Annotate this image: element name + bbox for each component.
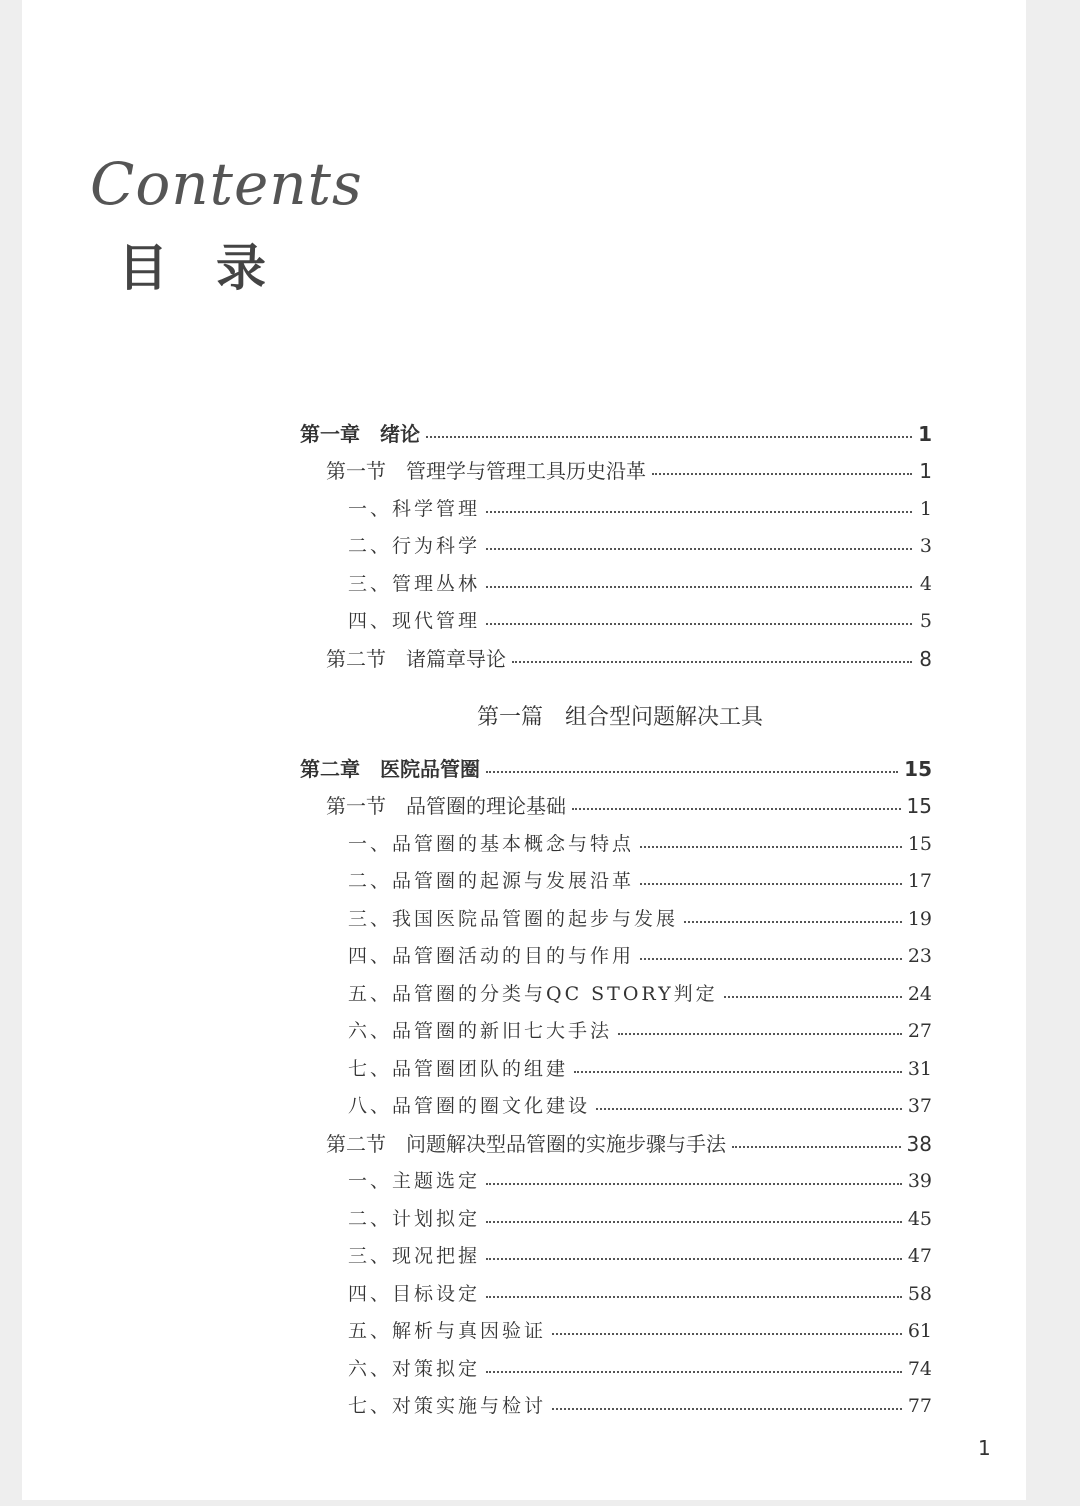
toc-entry-page: 74	[907, 1358, 932, 1380]
dot-leader	[486, 1183, 902, 1185]
toc-entry-title: 七、对策实施与检讨	[348, 1395, 547, 1417]
toc-entry-title: 第一章 绪论	[300, 422, 420, 446]
toc-entry-title: 五、品管圈的分类与QC STORY判定	[348, 983, 718, 1005]
dot-leader	[552, 1408, 902, 1410]
toc-entry-page: 3	[919, 535, 932, 557]
toc-entry[interactable]	[326, 787, 932, 825]
dot-leader	[512, 661, 912, 663]
dot-leader	[486, 548, 912, 550]
toc-entry-page: 45	[907, 1208, 932, 1230]
dot-leader	[652, 473, 912, 475]
toc-entry-page: 39	[907, 1170, 932, 1192]
toc-entry-title: 四、现代管理	[348, 610, 481, 632]
toc-entry[interactable]	[348, 1200, 932, 1238]
toc-entry-title: 四、品管圈活动的目的与作用	[348, 945, 635, 967]
toc-entry-page: 23	[907, 945, 932, 967]
toc-entry-page: 1	[918, 422, 932, 446]
toc-entry-title: 三、管理丛林	[348, 573, 481, 595]
dot-leader	[486, 771, 898, 773]
toc-entry-page: 27	[907, 1020, 932, 1042]
toc-entry[interactable]	[348, 527, 932, 565]
toc-entry[interactable]	[348, 1162, 932, 1200]
dot-leader	[486, 623, 912, 625]
dot-leader	[486, 1371, 902, 1373]
toc-entry-title: 八、品管圈的圈文化建设	[348, 1095, 591, 1117]
toc-entry[interactable]	[348, 1312, 932, 1350]
toc-entry-page: 15	[907, 833, 932, 855]
toc-entry-page: 24	[907, 983, 932, 1005]
toc-entry[interactable]	[348, 937, 932, 975]
toc-entry-page: 17	[907, 870, 932, 892]
toc-entry-title: 第二章 医院品管圈	[300, 757, 480, 781]
dot-leader	[574, 1071, 902, 1073]
toc-entry-title: 第一节 管理学与管理工具历史沿革	[326, 459, 646, 483]
mulu-heading: 目录	[118, 239, 314, 297]
toc-entry-title: 六、对策拟定	[348, 1358, 481, 1380]
dot-leader	[426, 436, 912, 438]
toc-entry[interactable]	[348, 900, 932, 938]
dot-leader	[596, 1108, 902, 1110]
dot-leader	[640, 883, 902, 885]
toc-entry[interactable]	[300, 415, 932, 453]
toc-entry-title: 一、主题选定	[348, 1170, 481, 1192]
toc-entry-title: 五、解析与真因验证	[348, 1320, 547, 1342]
toc-entry-page: 31	[907, 1058, 932, 1080]
toc-entry-title: 第二节 诸篇章导论	[326, 647, 506, 671]
toc-entry-title: 二、行为科学	[348, 535, 481, 557]
dot-leader	[640, 958, 902, 960]
dot-leader	[618, 1033, 902, 1035]
toc-entry[interactable]	[348, 1350, 932, 1388]
toc-entry[interactable]	[348, 825, 932, 863]
toc-entry[interactable]	[348, 975, 932, 1013]
toc-entry-title: 七、品管圈团队的组建	[348, 1058, 569, 1080]
toc-entry-title: 二、品管圈的起源与发展沿革	[348, 870, 635, 892]
toc-entry[interactable]	[348, 862, 932, 900]
toc-entry[interactable]	[348, 1087, 932, 1125]
dot-leader	[684, 921, 902, 923]
toc-entry-title: 四、目标设定	[348, 1283, 481, 1305]
toc-entry-title: 一、科学管理	[348, 498, 481, 520]
dot-leader	[486, 1296, 902, 1298]
toc-entry-page: 8	[919, 647, 932, 671]
toc-entry-title: 第二节 问题解决型品管圈的实施步骤与手法	[326, 1132, 726, 1156]
toc-entry-title: 二、计划拟定	[348, 1208, 481, 1230]
toc-entry-page: 37	[907, 1095, 932, 1117]
dot-leader	[486, 1258, 902, 1260]
toc-entry-title: 一、品管圈的基本概念与特点	[348, 833, 635, 855]
dot-leader	[552, 1333, 902, 1335]
toc-entry-title: 六、品管圈的新旧七大手法	[348, 1020, 613, 1042]
part-title: 第一篇 组合型问题解决工具	[476, 705, 763, 730]
toc-entry[interactable]	[348, 1275, 932, 1313]
dot-leader	[724, 996, 902, 998]
toc-entry-page: 47	[907, 1245, 932, 1267]
dot-leader	[640, 846, 902, 848]
toc-entry-page: 58	[907, 1283, 932, 1305]
toc-entry-title: 三、现况把握	[348, 1245, 481, 1267]
toc-entry-page: 1	[919, 459, 932, 483]
toc-entry-page: 1	[919, 498, 932, 520]
toc-entry-title: 三、我国医院品管圈的起步与发展	[348, 908, 679, 930]
toc-entry-page: 77	[907, 1395, 932, 1417]
toc-entry[interactable]	[348, 490, 932, 528]
toc-entry-page: 4	[919, 573, 932, 595]
toc-entry[interactable]	[348, 1012, 932, 1050]
dot-leader	[486, 1221, 902, 1223]
dot-leader	[486, 511, 912, 513]
toc-entry[interactable]	[326, 640, 932, 678]
page-number: 1	[978, 1436, 991, 1460]
dot-leader	[486, 586, 912, 588]
toc-entry[interactable]	[326, 1125, 932, 1163]
toc-entry[interactable]	[348, 1387, 932, 1425]
toc-entry[interactable]	[348, 602, 932, 640]
toc-entry-page: 15	[906, 794, 932, 818]
toc-entry-page: 61	[907, 1320, 932, 1342]
toc-entry[interactable]	[348, 1050, 932, 1088]
toc-entry[interactable]	[348, 565, 932, 603]
contents-heading: Contents	[90, 150, 363, 218]
toc-entry[interactable]	[348, 1237, 932, 1275]
toc-entry-page: 15	[904, 757, 932, 781]
toc-entry-page: 5	[919, 610, 932, 632]
toc-entry[interactable]	[300, 750, 932, 788]
dot-leader	[572, 808, 901, 810]
toc-entry-title: 第一节 品管圈的理论基础	[326, 794, 566, 818]
toc-entry-page: 38	[906, 1132, 932, 1156]
toc-entry[interactable]	[326, 452, 932, 490]
toc-entry-page: 19	[907, 908, 932, 930]
dot-leader	[732, 1146, 901, 1148]
